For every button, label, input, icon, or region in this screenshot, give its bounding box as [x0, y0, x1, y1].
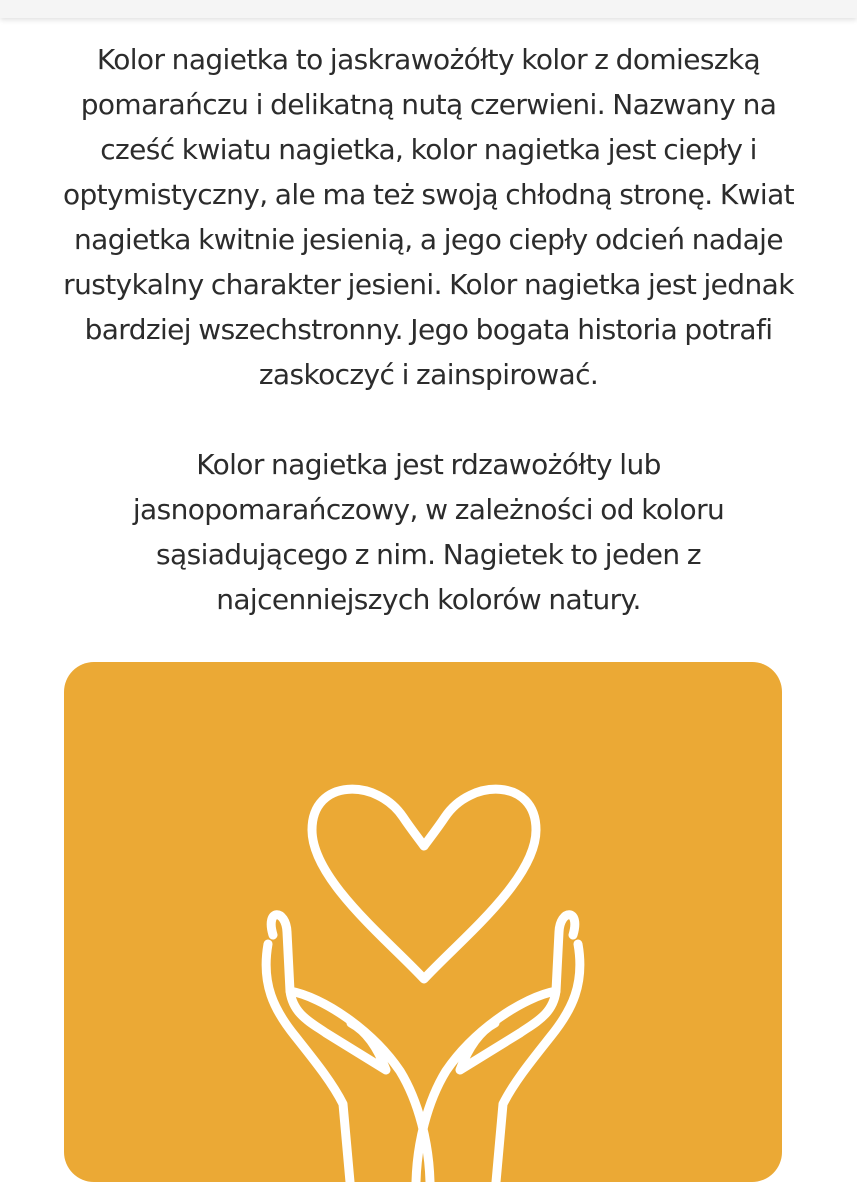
article-paragraph-2: Kolor nagietka jest rdzawożółty lub jasnopomarańczowy, w zależności od koloru sąsiadującego z nim. Nagietek to jeden z najcenniejszych kolorów natury.: [132, 448, 725, 616]
heart-in-hands-icon: [64, 662, 782, 1182]
article-body: [60, 37, 797, 622]
article-paragraph-1: Kolor nagietka to jaskrawożółty kolor z domieszką pomarańczu i delikatną nutą czerwieni. Nazwany na cześć kwiatu nagietka, kolor nagietka jest ciepły i optymistyczny, ale ma też swoją chłodną stronę. Kwiat nagietka kwitnie jesienią, a jego ciepły odcień nadaje rustykalny charakter jesieni. Kolor nagietka jest jednak bardziej wszechstronny. Jego bogata historia potrafi zaskoczyć i zainspirować.: [62, 43, 795, 391]
top-bar: [0, 0, 857, 18]
feature-card: [64, 662, 782, 1182]
